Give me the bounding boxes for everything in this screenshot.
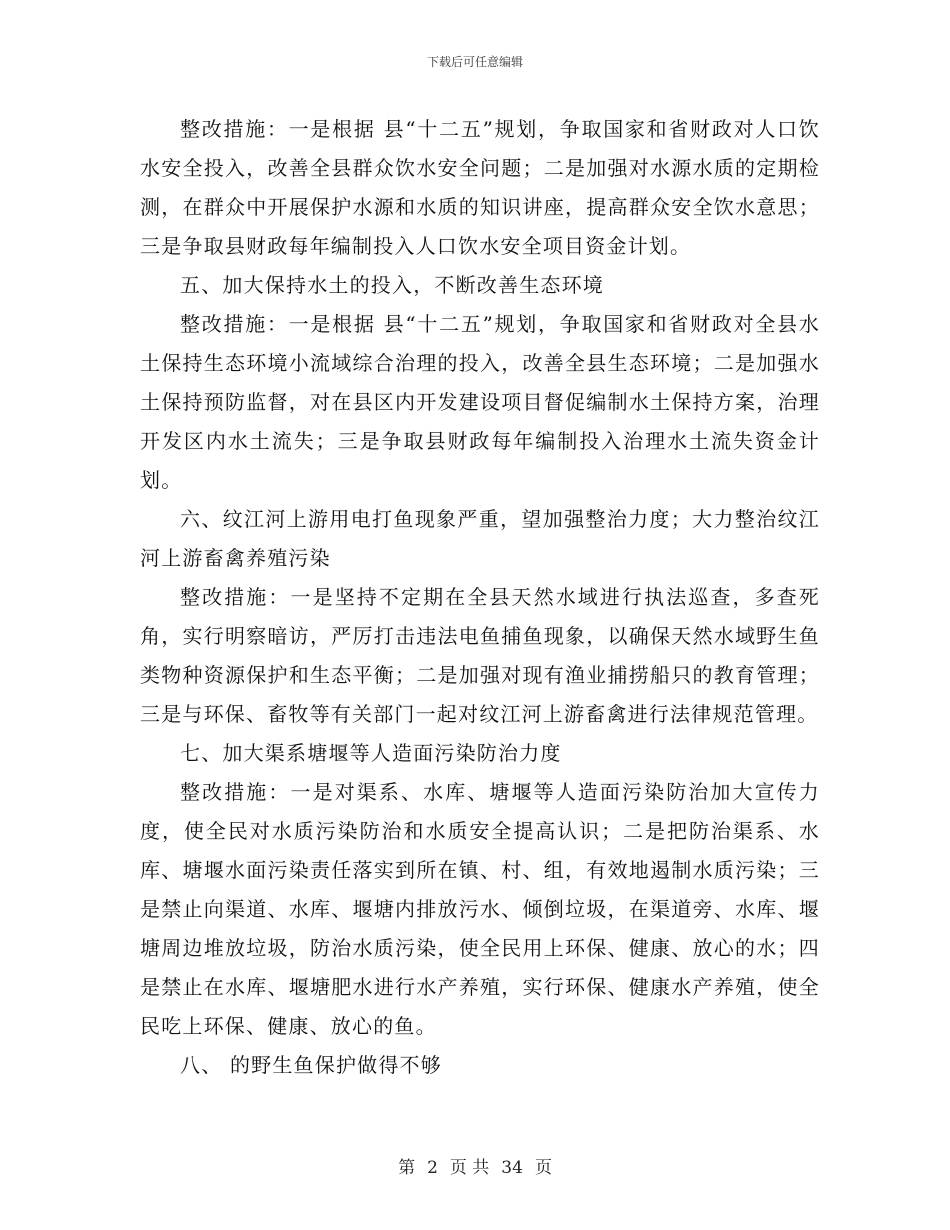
- footer-middle: 页 共: [449, 1158, 490, 1178]
- paragraph-measures-soil-conservation: 整改措施：一是根据 县“十二五”规划，争取国家和省财政对全县水土保持生态环境小流域综合治理的投入，改善全县生态环境；二是加强水土保持预防监督，对在县区内开发建设项目督促编制水土保持方案，治理开发区内水土流失；三是争取县财政每年编制投入治理水土流失资金计划。: [140, 312, 820, 492]
- footer-suffix: 页: [534, 1158, 552, 1178]
- paragraph-measures-water-safety: 整改措施：一是根据 县“十二五”规划，争取国家和省财政对人口饮水安全投入，改善全县群众饮水安全问题；二是加强对水源水质的定期检测，在群众中开展保护水源和水质的知识讲座，提高群众安全饮水意思；三是争取县财政每年编制投入人口饮水安全项目资金计划。: [140, 117, 820, 258]
- heading-section-5: 五、加大保持水土的投入，不断改善生态环境: [180, 273, 604, 297]
- document-body: [140, 110, 820, 1085]
- heading-section-6: 六、纹江河上游用电打鱼现象严重，望加强整治力度；大力整治纹江河上游畜禽养殖污染: [140, 507, 820, 570]
- heading-section-8: 八、 的野生鱼保护做得不够: [180, 1053, 442, 1077]
- page-header: 下载后可任意编辑: [426, 55, 523, 69]
- footer-prefix: 第: [398, 1158, 416, 1178]
- page-number: 2: [427, 1158, 438, 1178]
- paragraph-measures-fishing-enforcement: 整改措施：一是坚持不定期在全县天然水域进行执法巡查，多查死角，实行明察暗访，严厉打击违法电鱼捕鱼现象，以确保天然水域野生鱼类物种资源保护和生态平衡；二是加强对现有渔业捕捞船只的教育管理；三是与环保、畜牧等有关部门一起对纹江河上游畜禽进行法律规范管理。: [140, 585, 820, 726]
- total-pages: 34: [501, 1158, 523, 1178]
- paragraph-measures-pollution-control: 整改措施：一是对渠系、水库、塘堰等人造面污染防治加大宣传力度，使全民对水质污染防治和水质安全提高认识；二是把防治渠系、水库、塘堰水面污染责任落实到所在镇、村、组，有效地遏制水质污染；三是禁止向渠道、水库、堰塘内排放污水、倾倒垃圾，在渠道旁、水库、堰塘周边堆放垃圾，防治水质污染，使全民用上环保、健康、放心的水；四是禁止在水库、堰塘肥水进行水产养殖，实行环保、健康水产养殖，使全民吃上环保、健康、放心的鱼。: [140, 780, 820, 1038]
- page-footer: [0, 1153, 950, 1178]
- heading-section-7: 七、加大渠系塘堰等人造面污染防治力度: [180, 741, 562, 765]
